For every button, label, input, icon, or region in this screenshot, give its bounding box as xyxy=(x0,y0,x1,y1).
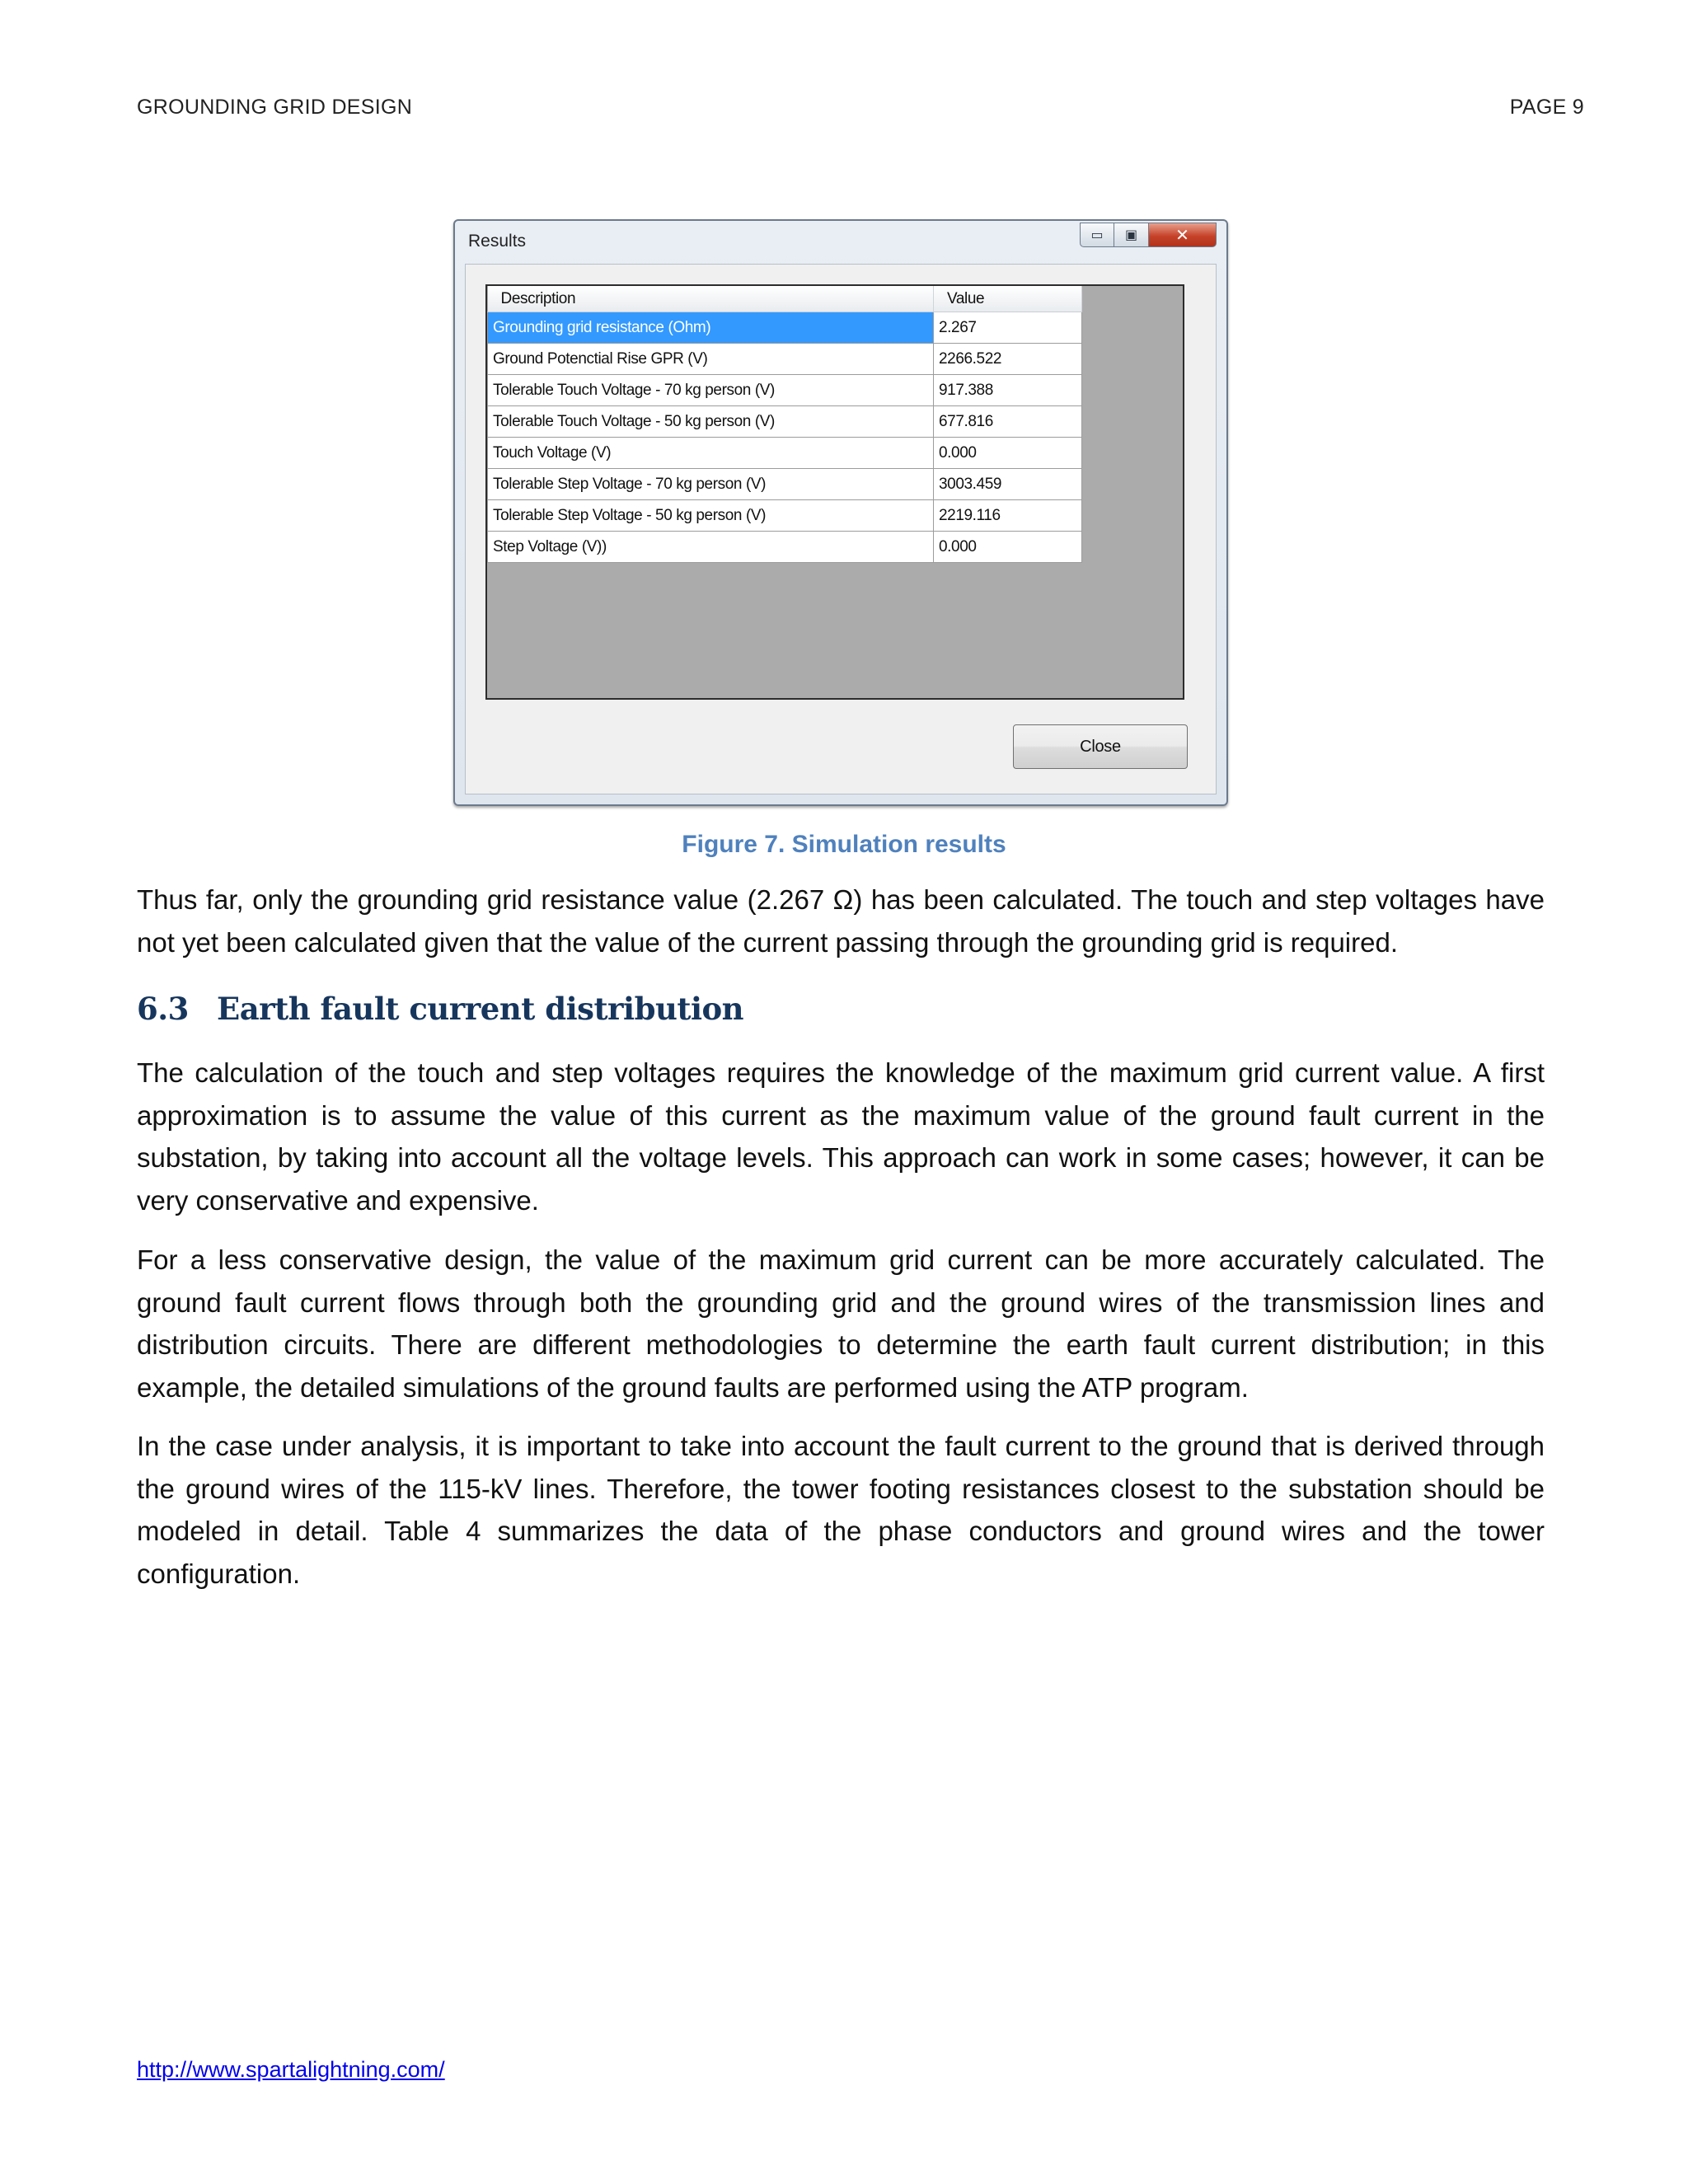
row-description[interactable]: Ground Potenctial Rise GPR (V) xyxy=(488,344,934,375)
row-value[interactable]: 917.388 xyxy=(934,375,1082,406)
paragraph-3: For a less conservative design, the value of the maximum grid current can be more accurately calculated. The ground fault current flows through both the grounding grid and the ground wires of the transmission lines and distribution circuits. There are different methodologies to determine the earth fault current distribution; in this example, the detailed simulations of the ground faults are performed using the ATP program. xyxy=(137,1244,1545,1403)
table-row[interactable] xyxy=(488,532,1082,563)
column-header-description[interactable]: Description xyxy=(488,286,934,312)
figure-caption: Figure 7. Simulation results xyxy=(682,831,1006,858)
row-description[interactable]: Tolerable Step Voltage - 70 kg person (V) xyxy=(488,469,934,500)
table-row[interactable] xyxy=(488,469,1082,500)
close-button[interactable]: Close xyxy=(1013,724,1188,769)
document-title: GROUNDING GRID DESIGN xyxy=(137,96,413,119)
dialog-titlebar[interactable] xyxy=(455,221,1226,264)
table-row[interactable] xyxy=(488,375,1082,406)
dialog-client-area xyxy=(465,264,1217,794)
paragraph-2: The calculation of the touch and step voltages requires the knowledge of the maximum grid current value. A first approximation is to assume the value of this current as the maximum value of the ground fault current in the substation, by taking into account all the voltage levels. This approach can work in some cases; however, it can be very conservative and expensive. xyxy=(137,1057,1545,1216)
minimize-button[interactable] xyxy=(1080,223,1114,247)
paragraph-1: Thus far, only the grounding grid resistance value (2.267 Ω) has been calculated. The touch and step voltages have not yet been calculated given that the value of the current passing through the grounding grid is required. xyxy=(137,884,1545,958)
footer-link[interactable]: http://www.spartalightning.com/ xyxy=(137,2057,445,2082)
row-description[interactable]: Step Voltage (V)) xyxy=(488,532,934,563)
row-value[interactable]: 2.267 xyxy=(934,312,1082,344)
window-controls xyxy=(1080,223,1217,247)
close-icon: ✕ xyxy=(1175,226,1189,245)
table-row[interactable] xyxy=(488,438,1082,469)
row-value[interactable]: 3003.459 xyxy=(934,469,1082,500)
results-dialog xyxy=(453,219,1228,806)
table-row[interactable] xyxy=(488,406,1082,438)
close-window-button[interactable] xyxy=(1149,223,1217,247)
row-description[interactable]: Touch Voltage (V) xyxy=(488,438,934,469)
paragraph-4: In the case under analysis, it is important to take into account the fault current to the ground that is derived through the ground wires of the 115-kV lines. Therefore, the tower footing resistances closest to the substation should be modeled in detail. Table 4 summarizes the data of the phase conductors and ground wires and the tower configuration. xyxy=(137,1431,1545,1589)
page-number: PAGE 9 xyxy=(1509,96,1584,119)
page-header xyxy=(137,96,1584,120)
table-header-row xyxy=(488,286,1082,312)
row-value[interactable]: 2266.522 xyxy=(934,344,1082,375)
row-description[interactable]: Grounding grid resistance (Ohm) xyxy=(488,312,934,344)
table-row[interactable] xyxy=(488,312,1082,344)
row-value[interactable]: 0.000 xyxy=(934,438,1082,469)
row-description[interactable]: Tolerable Touch Voltage - 70 kg person (V) xyxy=(488,375,934,406)
minimize-icon: ▭ xyxy=(1090,228,1104,242)
section-heading xyxy=(137,991,743,1027)
row-description[interactable]: Tolerable Step Voltage - 50 kg person (V) xyxy=(488,500,934,532)
results-table xyxy=(487,286,1082,563)
column-header-value[interactable]: Value xyxy=(934,286,1082,312)
section-number: 6.3 xyxy=(137,991,189,1027)
maximize-button[interactable] xyxy=(1114,223,1149,247)
section-title: Earth fault current distribution xyxy=(217,991,744,1027)
table-row[interactable] xyxy=(488,344,1082,375)
row-value[interactable]: 0.000 xyxy=(934,532,1082,563)
maximize-icon: ▣ xyxy=(1124,228,1138,242)
row-description[interactable]: Tolerable Touch Voltage - 50 kg person (V) xyxy=(488,406,934,438)
table-row[interactable] xyxy=(488,500,1082,532)
results-grid[interactable] xyxy=(485,284,1184,700)
row-value[interactable]: 2219.116 xyxy=(934,500,1082,532)
row-value[interactable]: 677.816 xyxy=(934,406,1082,438)
dialog-title: Results xyxy=(468,232,527,251)
